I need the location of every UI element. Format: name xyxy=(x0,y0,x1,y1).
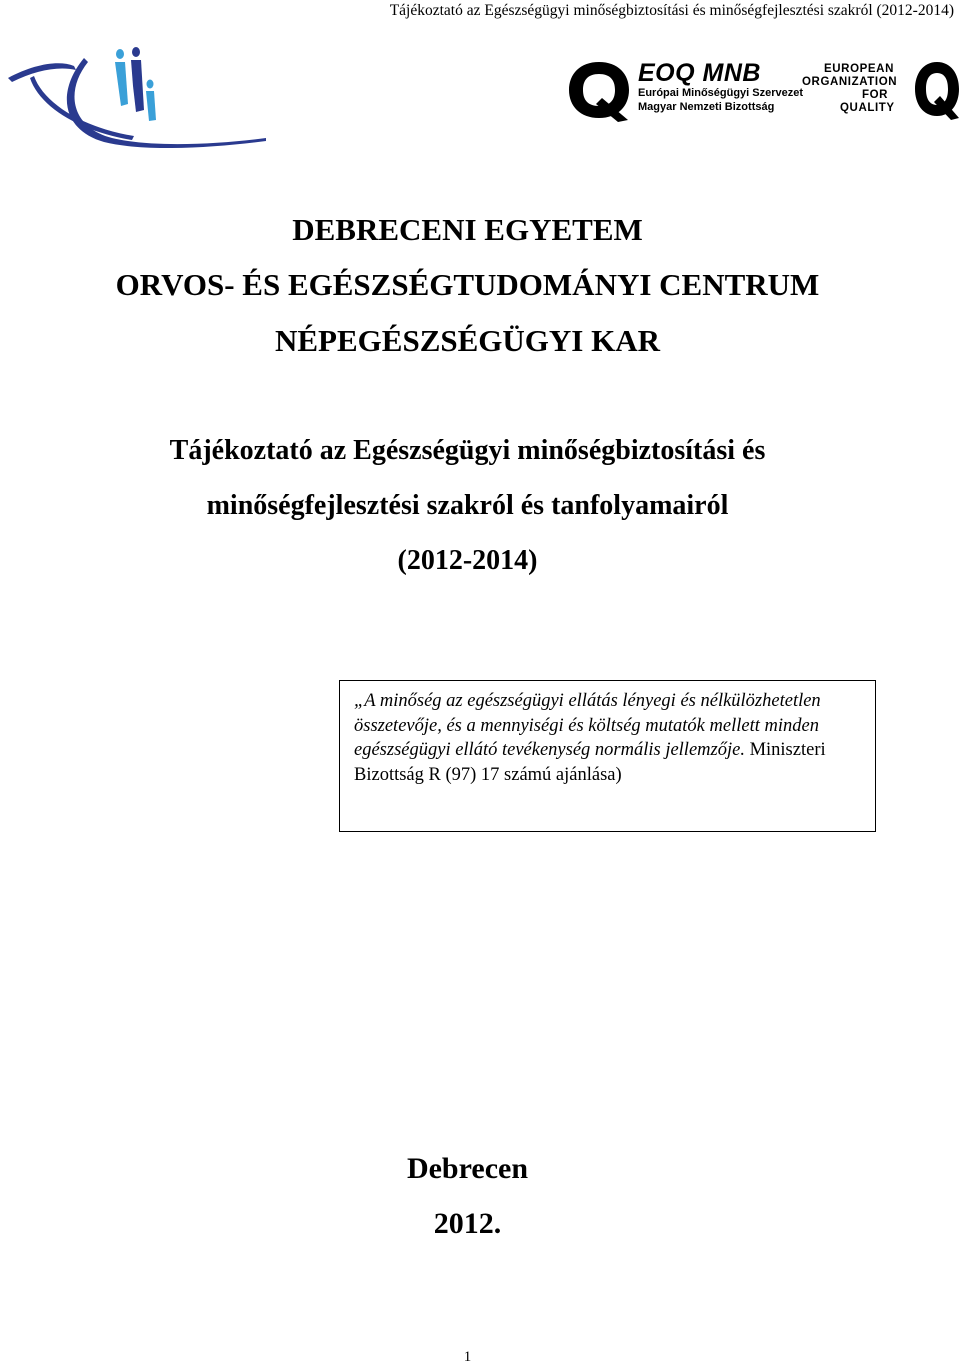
institution-centre: ORVOS- ÉS EGÉSZSÉGTUDOMÁNYI CENTRUM xyxy=(115,267,820,302)
place: Debrecen xyxy=(406,1152,529,1185)
quote-text: „A minőség az egészségügyi ellátás lényegi és nélkülözhetetlen összetevője, és a mennyiségi és költség mutatók mellett minden egészségügyi ellátó tevékenység normális jellemzője. xyxy=(354,691,821,760)
institution-faculty: NÉPEGÉSZSÉGÜGYI KAR xyxy=(274,323,660,358)
institution-university: DEBRECENI EGYETEM xyxy=(292,212,643,247)
eo-line-for: FOR xyxy=(862,89,889,101)
eoq-committee-name: Magyar Nemzeti Bizottság xyxy=(638,101,775,113)
eoq-title: EOQ MNB xyxy=(638,59,761,87)
eoq-mnb-logo xyxy=(566,60,960,122)
quote-source: Miniszteri Bizottság R (97) 17 számú ajánlása) xyxy=(354,740,826,785)
eo-line-quality: QUALITY xyxy=(840,102,895,114)
eo-line-organization: ORGANIZATION xyxy=(802,76,898,88)
document-title-period: (2012-2014) xyxy=(397,545,538,576)
running-header: Tájékoztató az Egészségügyi minőségbiztosítási és minőségfejlesztési szakról (2012-2014) xyxy=(389,2,954,19)
document-title-line1: Tájékoztató az Egészségügyi minőségbiztosítási és xyxy=(169,435,766,466)
eoq-org-name: Európai Minőségügyi Szervezet xyxy=(638,87,804,99)
document-title-line2: minőségfejlesztési szakról és tanfolyamairól xyxy=(206,490,729,521)
european-organization-for-quality-text xyxy=(802,63,914,115)
page-number: 1 xyxy=(463,1349,472,1365)
university-logo xyxy=(4,44,266,148)
eoq-q-badge xyxy=(566,60,632,127)
eo-line-european: EUROPEAN xyxy=(824,63,894,75)
university-swoosh-figures-logo xyxy=(4,44,266,148)
eo-q-badge xyxy=(914,60,960,127)
quote-box xyxy=(339,680,876,832)
year: 2012. xyxy=(433,1207,502,1240)
